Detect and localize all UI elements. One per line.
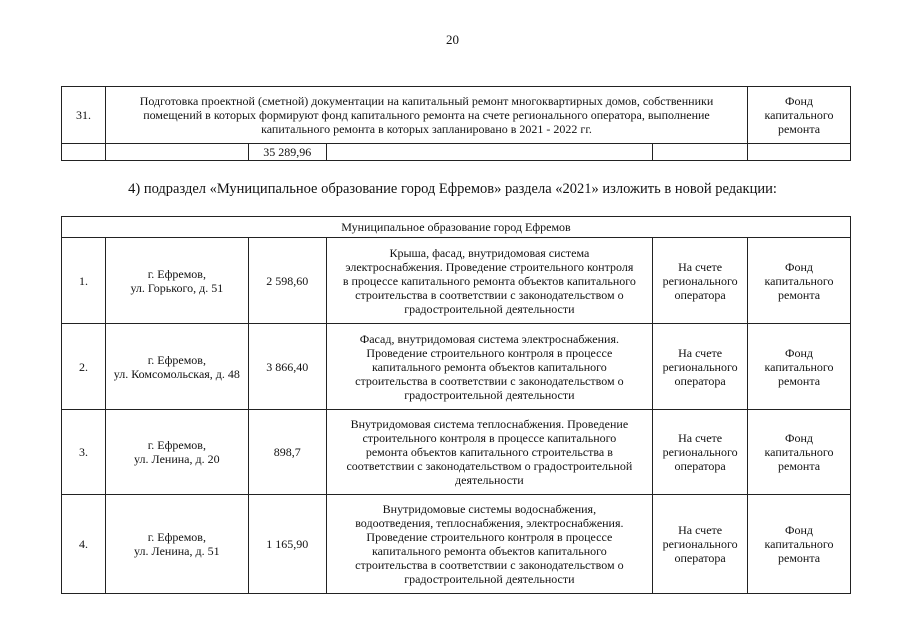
account-type [653,410,748,495]
address-line: г. Ефремов, [147,352,206,367]
table-row [62,87,851,144]
work-line: Крыша, фасад, внутридомовая система [389,245,590,260]
description-line: помещений в которых формируют фонд капитального ремонта на счете регионального оператора, выполнение [143,108,710,122]
work-description [326,238,652,324]
account-line: На счете [678,345,723,360]
work-line: строительства в соответствии с законодательством о [355,287,624,302]
empty-cell [62,144,106,161]
work-line: строительства в соответствии с законодательством о [355,558,624,572]
work-line: капитального ремонта объектов капитального [371,359,607,374]
table-header: Муниципальное образование город Ефремов [62,217,851,238]
instruction-text: 4) подраздел «Муниципальное образование город Ефремов» раздела «2021» изложить в новой редакции: [128,181,777,197]
account-line: регионального [662,273,738,288]
account-type [653,238,748,324]
work-line: Проведение строительного контроля в процессе [366,345,613,360]
address [105,324,248,410]
main-table [61,216,851,594]
account-line: регионального [662,537,738,551]
row-number: 3. [62,410,106,495]
address-line: ул. Комсомольская, д. 48 [113,366,240,381]
address-line: ул. Ленина, д. 20 [134,452,220,466]
work-line: градостроительной деятельности [404,387,575,402]
work-line: Внутридомовые системы водоснабжения, [382,502,597,516]
work-line: в процессе капитального ремонта объектов капитального [342,273,636,288]
account-line: оператора [674,459,726,473]
total-row [62,144,851,161]
funding-source [748,495,851,594]
table-row [62,324,851,410]
work-line: градостроительной деятельности [404,301,575,316]
account-line: регионального [662,445,738,459]
address-line: г. Ефремов, [147,530,206,544]
funding-line: капитального [764,273,834,288]
funding-source [748,87,851,144]
account-type [653,495,748,594]
row-number: 4. [62,495,106,594]
row-number: 2. [62,324,106,410]
address-line: ул. Ленина, д. 51 [134,544,220,558]
funding-line: ремонта [777,122,821,136]
work-description [326,410,652,495]
work-line: капитального ремонта объектов капитального [371,544,607,558]
page-number: 20 [446,32,459,47]
work-line: ремонта объектов капитального строительства в [365,445,613,459]
address [105,495,248,594]
funding-line: капитального [764,537,834,551]
account-line: регионального [662,359,738,374]
amount: 898,7 [248,410,326,495]
address [105,238,248,324]
empty-cell [326,144,653,161]
funding-line: Фонд [785,94,814,108]
description-line: Подготовка проектной (сметной) документации на капитальный ремонт многоквартирных домов, собственники [139,94,714,108]
work-line: строительства в соответствии с законодательством о [355,373,624,388]
account-line: На счете [678,523,723,537]
funding-line: Фонд [785,431,814,445]
work-line: деятельности [455,473,524,487]
table-row [62,238,851,324]
address [105,410,248,495]
work-line: соответствии с законодательством о градостроительной [346,459,633,473]
account-type [653,324,748,410]
amount: 2 598,60 [248,238,326,324]
funding-line: Фонд [785,345,814,360]
funding-line: Фонд [785,259,814,274]
empty-cell [653,144,748,161]
funding-line: ремонта [778,459,821,473]
funding-line: капитального [764,359,834,374]
account-line: На счете [678,431,723,445]
work-line: Проведение строительного контроля в процессе [366,530,613,544]
account-line: оператора [674,551,726,565]
funding-source [748,410,851,495]
work-line: Внутридомовая система теплоснабжения. Проведение [350,417,629,431]
account-line: На счете [678,259,723,274]
account-line: оператора [674,373,726,388]
row-number: 1. [62,238,106,324]
work-line: строительного контроля в процессе капитального [362,431,617,445]
address-line: г. Ефремов, [147,438,206,452]
address-line: ул. Горького, д. 51 [130,280,224,295]
table-row [62,495,851,594]
work-description [326,324,652,410]
work-line: градостроительной деятельности [404,572,575,586]
funding-line: ремонта [778,551,821,565]
funding-line: капитального [764,445,834,459]
address-line: г. Ефремов, [147,266,206,281]
funding-source [748,238,851,324]
account-line: оператора [674,287,726,302]
funding-line: ремонта [778,373,821,388]
work-description [105,87,747,144]
funding-line: капитального [764,108,834,122]
empty-cell [105,144,248,161]
work-line: Фасад, внутридомовая система электроснабжения. [359,331,619,346]
funding-source [748,324,851,410]
row-number: 31. [62,87,106,144]
funding-line: ремонта [778,287,821,302]
empty-cell [748,144,851,161]
amount: 1 165,90 [248,495,326,594]
top-table [61,86,851,161]
table-row [62,410,851,495]
work-description [326,495,652,594]
amount: 3 866,40 [248,324,326,410]
work-line: электроснабжения. Проведение строительного контроля [345,259,634,274]
funding-line: Фонд [785,523,814,537]
work-line: водоотведения, теплоснабжения, электроснабжения. [355,516,624,530]
description-line: капитального ремонта в которых запланировано в 2021 - 2022 гг. [261,122,592,136]
table-header-row [62,217,851,238]
total-amount: 35 289,96 [248,144,326,161]
